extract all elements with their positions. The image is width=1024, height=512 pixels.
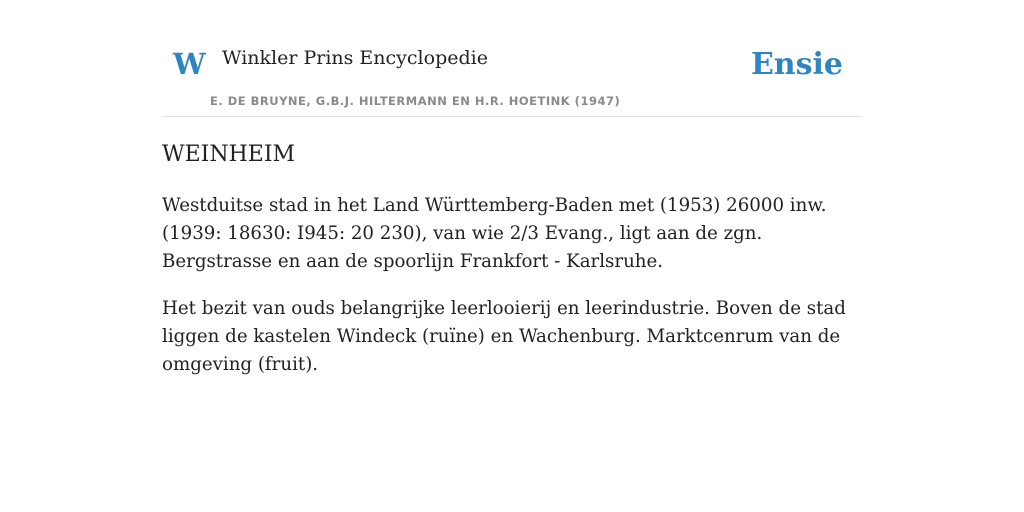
article-paragraph: Het bezit van ouds belangrijke leerlooierij en leerindustrie. Boven de stad liggen de kastelen Windeck (ruïne) en Wachenburg. Marktcenrum van de omgeving (fruit). xyxy=(162,298,846,375)
article-title: WEINHEIM xyxy=(162,142,296,167)
ensie-logo-link[interactable]: Ensie xyxy=(750,47,843,82)
encyclopedia-title: Winkler Prins Encyclopedie xyxy=(222,47,488,69)
article xyxy=(162,140,864,379)
winkler-prins-logo[interactable]: W xyxy=(173,47,206,81)
encyclopedia-authors: E. DE BRUYNE, G.B.J. HILTERMANN EN H.R. HOETINK (1947) xyxy=(210,94,621,108)
encyclopedia-header xyxy=(162,0,862,117)
article-paragraph: Westduitse stad in het Land Württemberg-Baden met (1953) 26000 inw. (1939: 18630: I945: 20 230), van wie 2/3 Evang., ligt aan de zgn. Bergstrasse en aan de spoorlijn Frankfort - Karlsruhe. xyxy=(162,195,827,272)
